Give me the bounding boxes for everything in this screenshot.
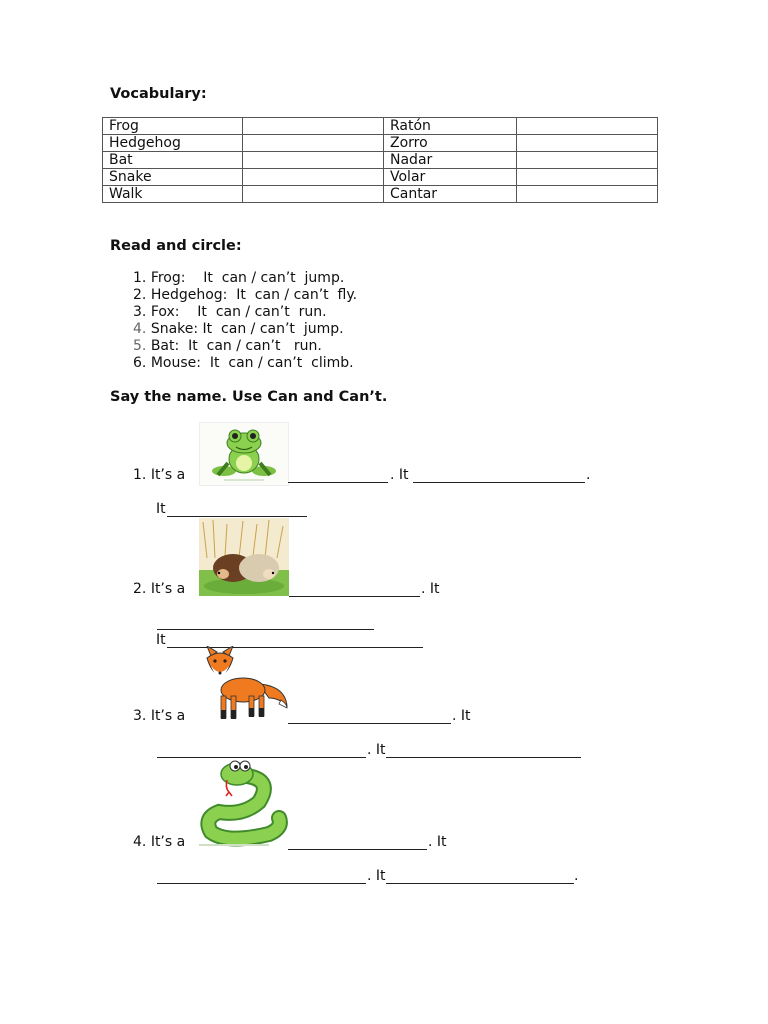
table-cell[interactable] — [517, 152, 658, 169]
item-number: 1. — [133, 270, 147, 286]
it-text: It — [436, 834, 447, 850]
table-cell: Nadar — [384, 152, 517, 169]
table-cell[interactable] — [243, 186, 384, 203]
table-cell[interactable] — [517, 186, 658, 203]
its-a-label: It’s a — [150, 581, 186, 597]
table-cell: Zorro — [384, 135, 517, 152]
item-number: 5. — [133, 338, 147, 354]
it-label: . It — [452, 708, 471, 724]
answer-blank[interactable] — [288, 470, 388, 483]
answer-blank[interactable] — [413, 470, 585, 483]
answer-blank[interactable] — [157, 871, 366, 884]
read-circle-title: Read and circle: — [110, 238, 242, 254]
it-label: . It — [367, 868, 386, 884]
it-label: It — [156, 501, 166, 517]
it-text: It — [460, 708, 471, 724]
it-label: It — [156, 632, 166, 648]
say-item-2 — [133, 581, 185, 597]
answer-blank[interactable] — [288, 837, 427, 850]
period: . — [574, 868, 579, 884]
it-text: It — [398, 467, 409, 483]
table-row — [103, 135, 658, 152]
answer-blank[interactable] — [386, 745, 581, 758]
item-number: 1. — [133, 467, 147, 483]
item-number: 6. — [133, 355, 147, 371]
table-cell: Volar — [384, 169, 517, 186]
table-cell[interactable] — [243, 169, 384, 186]
item-text: Snake: It can / can’t jump. — [150, 321, 344, 337]
say-item-3 — [133, 708, 185, 724]
table-cell[interactable] — [243, 152, 384, 169]
table-cell[interactable] — [243, 118, 384, 135]
vocabulary-title: Vocabulary: — [110, 86, 207, 102]
it-text: It — [429, 581, 440, 597]
list-item — [133, 270, 344, 286]
table-cell: Frog — [103, 118, 243, 135]
item-number: 3. — [133, 304, 147, 320]
its-a-label: It’s a — [150, 834, 186, 850]
say-name-title: Say the name. Use Can and Can’t. — [110, 389, 388, 405]
table-cell[interactable] — [517, 118, 658, 135]
item-number: 4. — [133, 834, 147, 850]
table-row — [103, 169, 658, 186]
table-row — [103, 152, 658, 169]
list-item — [133, 355, 354, 371]
vocabulary-table — [102, 117, 658, 203]
table-cell[interactable] — [517, 169, 658, 186]
list-item — [133, 321, 344, 337]
answer-blank[interactable] — [386, 871, 574, 884]
table-row — [103, 118, 658, 135]
it-label: . It — [421, 581, 440, 597]
item-text: Hedgehog: It can / can’t fly. — [150, 287, 358, 303]
table-row — [103, 186, 658, 203]
table-cell: Walk — [103, 186, 243, 203]
it-text: It — [375, 742, 386, 758]
list-item — [133, 304, 327, 320]
it-label: . It — [428, 834, 447, 850]
snake-icon — [199, 758, 289, 848]
item-number: 2. — [133, 581, 147, 597]
item-number: 4. — [133, 321, 147, 337]
say-item-4 — [133, 834, 185, 850]
table-cell[interactable] — [243, 135, 384, 152]
item-text: Fox: It can / can’t run. — [150, 304, 327, 320]
its-a-label: It’s a — [150, 467, 186, 483]
table-cell: Hedgehog — [103, 135, 243, 152]
frog-icon — [199, 422, 289, 486]
item-text: Frog: It can / can’t jump. — [150, 270, 345, 286]
table-cell: Snake — [103, 169, 243, 186]
hedgehog-icon — [199, 518, 289, 596]
table-cell: Cantar — [384, 186, 517, 203]
list-item — [133, 287, 357, 303]
it-text: It — [375, 868, 386, 884]
answer-blank[interactable] — [289, 584, 420, 597]
item-number: 2. — [133, 287, 147, 303]
answer-blank[interactable] — [157, 617, 374, 630]
answer-blank[interactable] — [167, 504, 307, 517]
answer-blank[interactable] — [157, 745, 366, 758]
period: . — [586, 467, 591, 483]
item-text: Mouse: It can / can’t climb. — [150, 355, 354, 371]
table-cell[interactable] — [517, 135, 658, 152]
its-a-label: It’s a — [150, 708, 186, 724]
item-number: 3. — [133, 708, 147, 724]
say-item-1 — [133, 467, 185, 483]
item-text: Bat: It can / can’t run. — [150, 338, 322, 354]
fox-icon — [199, 646, 289, 724]
it-label: . It — [367, 742, 386, 758]
it-label: . It — [390, 467, 409, 483]
table-cell: Bat — [103, 152, 243, 169]
list-item — [133, 338, 322, 354]
table-cell: Ratón — [384, 118, 517, 135]
answer-blank[interactable] — [288, 711, 451, 724]
